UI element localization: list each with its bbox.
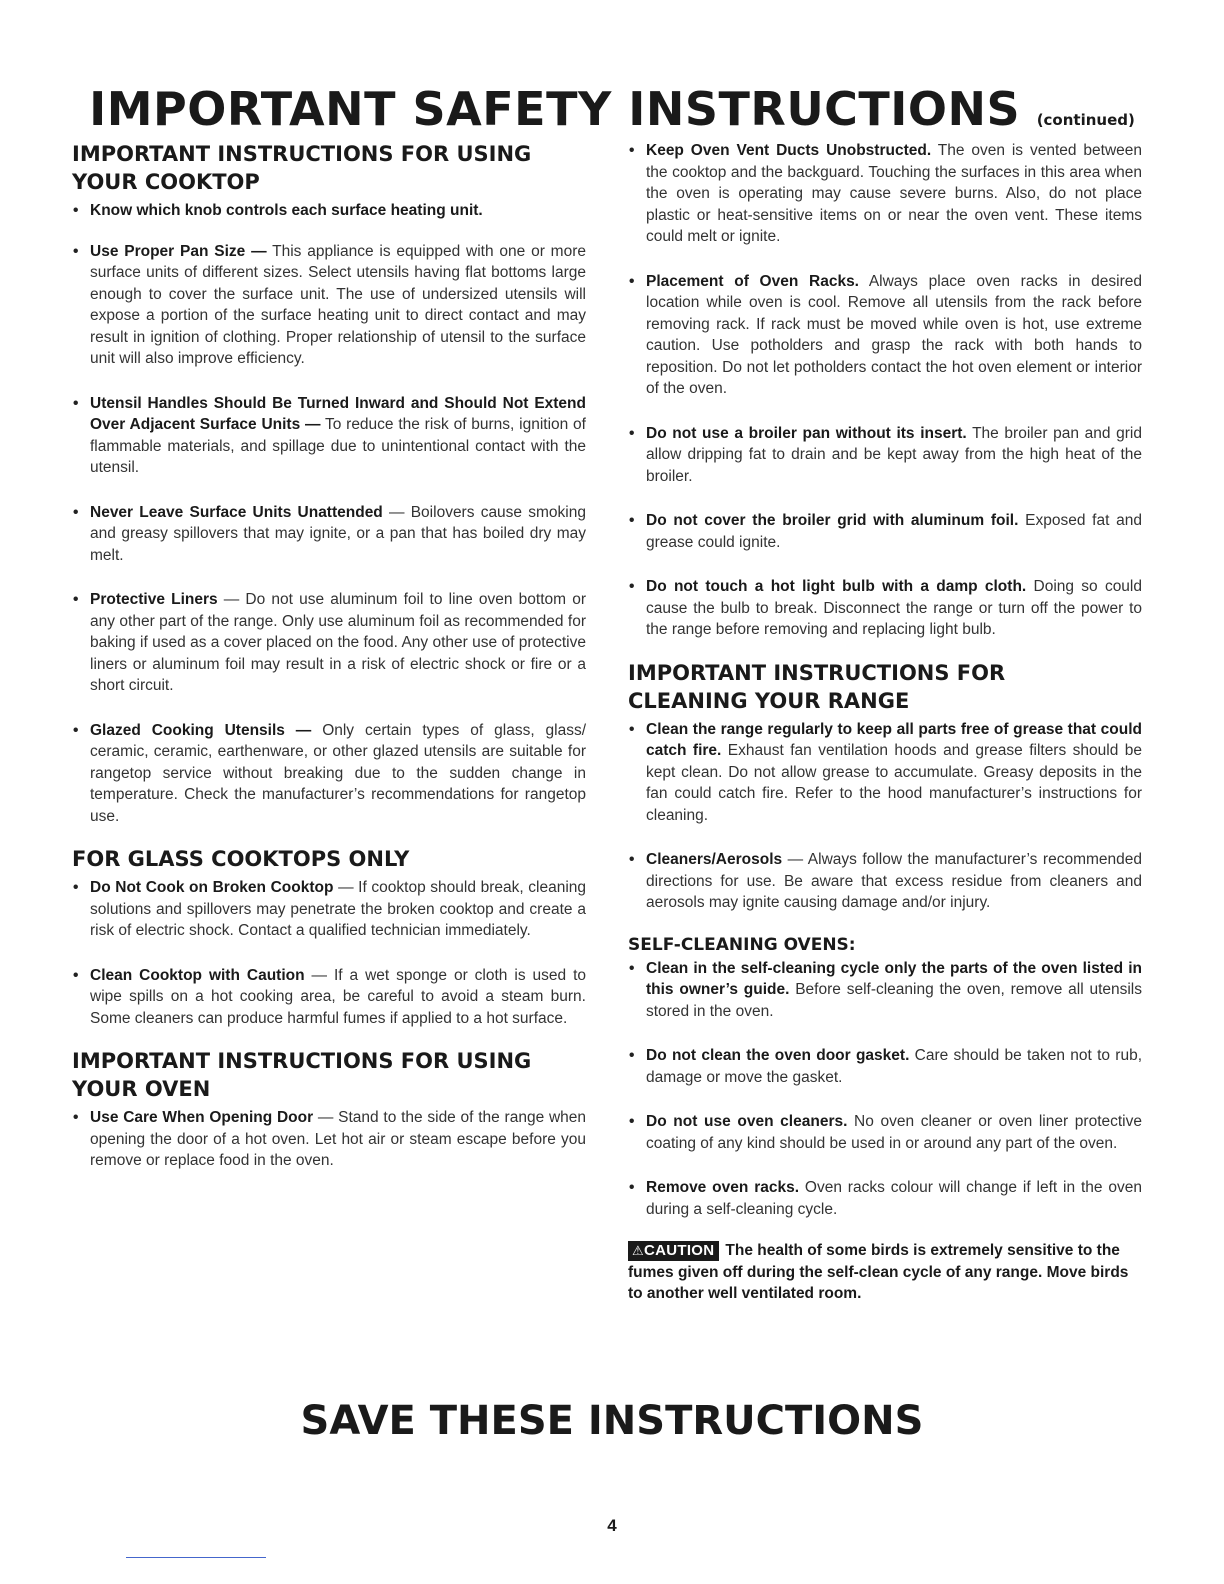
oven-continued-list	[628, 140, 1142, 641]
list-item: • Placement of Oven Racks. Always place oven racks in desired location while oven is cool. Remove all utensils from the rack before removing rack. If rack must be moved while oven is hot, use extreme caution. Use potholders and grasp the rack with both hands to reposition. Do not let potholders contact the hot oven element or interior of the oven.	[629, 272, 1142, 397]
cleaning-list	[628, 719, 1142, 914]
footer-divider	[126, 1557, 266, 1558]
list-item: • Clean Cooktop with Caution — If a wet sponge or cloth is used to wipe spills on a hot cooking area, be careful to avoid a steam burn. Some cleaners can produce harmful fumes if applied to a hot surface.	[73, 966, 586, 1027]
cooktop-heading: IMPORTANT INSTRUCTIONS FOR USING YOUR COOKTOP	[72, 142, 532, 194]
list-item: • Do not touch a hot light bulb with a damp cloth. Doing so could cause the bulb to break. Disconnect the range or turn off the power to the range before removing and replacing light bulb.	[629, 578, 1142, 638]
list-item: • Protective Liners — Do not use aluminum foil to line oven bottom or any other part of the range. Only use aluminum foil as recommended for baking if used as a cover placed on the food. Any other use of protective liners or aluminum foil may result in a risk of electric shock or fire or a short circuit.	[73, 591, 586, 694]
list-item: • Clean in the self-cleaning cycle only the parts of the oven listed in this owner’s guide. Before self-cleaning the oven, remove all utensils stored in the oven.	[629, 959, 1142, 1020]
list-item: • Use Proper Pan Size — This appliance is equipped with one or more surface units of different sizes. Select utensils having flat bottoms large enough to cover the surface unit. The use of undersized utensils will expose a portion of the surface heating unit to direct contact and may result in ignition of clothing. Proper relationship of utensil to the surface unit will also improve efficiency.	[73, 242, 586, 367]
page-title	[0, 82, 1224, 136]
warning-triangle-icon: ⚠	[632, 1243, 644, 1258]
caution-text: The health of some birds is extremely sensitive to the fumes given off during the self-clean cycle of any range. Move birds to another well ventilated room.	[628, 1242, 1129, 1302]
page-title-suffix: (continued)	[1036, 111, 1135, 129]
glass-heading: FOR GLASS COOKTOPS ONLY	[72, 847, 410, 871]
cleaning-heading: IMPORTANT INSTRUCTIONS FOR CLEANING YOUR RANGE	[628, 660, 1006, 713]
list-item: • Do not use oven cleaners. No oven cleaner or oven liner protective coating of any kind should be used in or around any part of the oven.	[629, 1113, 1142, 1152]
caution-badge: ⚠CAUTION	[628, 1241, 719, 1261]
list-item: • Do Not Cook on Broken Cooktop — If cooktop should break, cleaning solutions and spillovers may penetrate the broken cooktop and create a risk of electric shock. Contact a qualified technician immediately.	[73, 879, 587, 939]
oven-heading: IMPORTANT INSTRUCTIONS FOR USING YOUR OVEN	[72, 1049, 532, 1101]
oven-list	[72, 1107, 586, 1172]
list-item: • Use Care When Opening Door — Stand to the side of the range when opening the door of a hot oven. Let hot air or steam escape before you remove or replace food in the oven.	[73, 1109, 586, 1169]
page-title-main: IMPORTANT SAFETY INSTRUCTIONS	[89, 82, 1021, 136]
list-item: • Know which knob controls each surface heating unit.	[73, 202, 483, 219]
cooktop-list	[72, 200, 586, 827]
selfclean-heading: SELF-CLEANING OVENS:	[628, 934, 856, 955]
list-item: • Remove oven racks. Oven racks colour will change if left in the oven during a self-cleaning cycle.	[629, 1179, 1142, 1218]
list-item: • Glazed Cooking Utensils — Only certain types of glass, glass/ ceramic, ceramic, earthenware, or other glazed utensils are suitable for rangetop service without breaking due to the sudden change in temperature. Check the manufacturer’s recommendations for rangetop use.	[73, 721, 587, 825]
page-number: 4	[607, 1516, 617, 1535]
right-column	[628, 140, 1142, 1305]
list-item: • Do not use a broiler pan without its insert. The broiler pan and grid allow dripping fat to drain and be kept away from the high heat of the broiler.	[629, 424, 1142, 485]
caution-notice	[628, 1240, 1142, 1305]
save-instructions-heading: SAVE THESE INSTRUCTIONS	[300, 1398, 924, 1444]
list-item: • Clean the range regularly to keep all parts free of grease that could catch fire. Exhaust fan ventilation hoods and grease filters should be kept clean. Do not allow grease to accumulate. Greasy deposits in the fan could catch fire. Refer to the hood manufacturer’s instructions for cleaning.	[629, 720, 1142, 824]
glass-list	[72, 877, 586, 1029]
list-item: • Do not cover the broiler grid with aluminum foil. Exposed fat and grease could ignite.	[629, 512, 1142, 551]
left-column	[72, 140, 586, 1195]
selfclean-list	[628, 958, 1142, 1221]
list-item: • Cleaners/Aerosols — Always follow the manufacturer’s recommended directions for use. Be aware that excess residue from cleaners and aerosols may ignite causing damage and/or injury.	[629, 851, 1142, 911]
list-item: • Never Leave Surface Units Unattended — Boilovers cause smoking and greasy spillovers that may ignite, or a pan that has boiled dry may melt.	[73, 503, 586, 564]
list-item: • Utensil Handles Should Be Turned Inward and Should Not Extend Over Adjacent Surface Units — To reduce the risk of burns, ignition of flammable materials, and spillage due to unintentional contact with the utensil.	[73, 394, 586, 476]
list-item: • Do not clean the oven door gasket. Care should be taken not to rub, damage or move the gasket.	[629, 1047, 1142, 1086]
list-item: • Keep Oven Vent Ducts Unobstructed. The oven is vented between the cooktop and the backguard. Touching the surfaces in this area when the oven is operating may cause severe burns. Also, do not place plastic or heat-sensitive items on or near the oven vent. These items could melt or ignite.	[629, 142, 1142, 245]
